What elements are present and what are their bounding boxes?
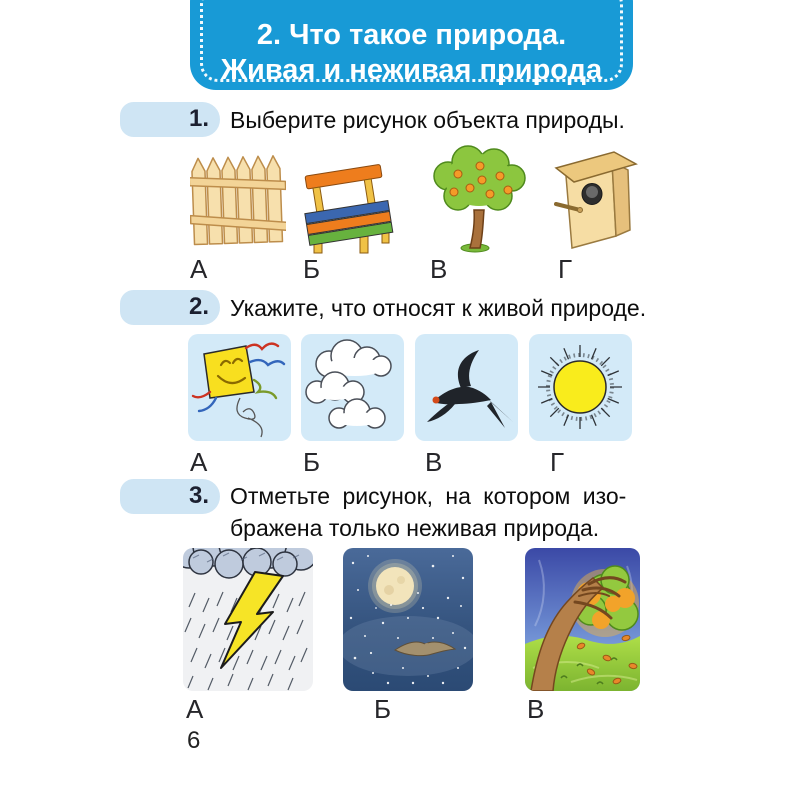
question-3-number: 3. <box>188 482 209 509</box>
option-image-storm <box>183 548 313 691</box>
chapter-title-line2: Живая и неживая природа <box>220 54 603 86</box>
option-label-q2-g: Г <box>550 447 565 477</box>
question-1-number: 1. <box>188 105 209 132</box>
option-label-q2-b: Б <box>303 447 321 477</box>
storm-rain-lightning-icon <box>183 548 313 691</box>
chapter-title <box>190 18 633 88</box>
page-number: 6 <box>187 727 201 754</box>
option-image-swallow <box>415 334 518 441</box>
option-image-fence <box>190 150 286 252</box>
question-1-text: Выберите рисунок объекта природы. <box>230 107 625 133</box>
option-label-q3-v: В <box>527 694 545 724</box>
night-moon-bird-icon <box>343 548 473 691</box>
bench-icon <box>298 150 396 254</box>
apple-tree-icon <box>428 142 530 254</box>
option-label-q2-v: В <box>425 447 443 477</box>
option-image-bench <box>298 150 396 254</box>
question-3-text-line2: бражена только неживая природа. <box>230 515 600 541</box>
option-image-apple-tree <box>428 142 530 254</box>
option-label-q1-v: В <box>430 254 448 284</box>
tree-in-wind-icon <box>525 548 640 691</box>
birdhouse-icon <box>550 142 642 254</box>
chapter-header <box>190 0 633 90</box>
clouds-icon <box>301 334 404 441</box>
question-1-number-pill <box>120 102 220 137</box>
option-image-clouds <box>301 334 404 441</box>
fence-icon <box>190 150 286 252</box>
option-label-q1-g: Г <box>558 254 573 284</box>
option-label-q3-b: Б <box>374 694 392 724</box>
option-label-q2-a: А <box>190 447 208 477</box>
option-label-q1-b: Б <box>303 254 321 284</box>
question-2-text: Укажите, что относят к живой природе. <box>230 295 647 321</box>
option-image-windy-tree <box>525 548 640 691</box>
question-3-text-line1: Отметьте рисунок, на котором изо- <box>230 483 627 509</box>
option-image-kite <box>188 334 291 441</box>
option-image-night <box>343 548 473 691</box>
option-label-q3-a: А <box>186 694 204 724</box>
option-image-birdhouse <box>550 142 642 254</box>
question-3-number-pill <box>120 479 220 514</box>
option-image-sun <box>529 334 632 441</box>
kite-icon <box>188 334 291 441</box>
sun-icon <box>529 334 632 441</box>
chapter-title-line1: 2. Что такое природа. <box>256 19 567 51</box>
question-2-number-pill <box>120 290 220 325</box>
question-2-number: 2. <box>188 293 209 320</box>
option-label-q1-a: А <box>190 254 208 284</box>
swallow-icon <box>415 334 518 441</box>
